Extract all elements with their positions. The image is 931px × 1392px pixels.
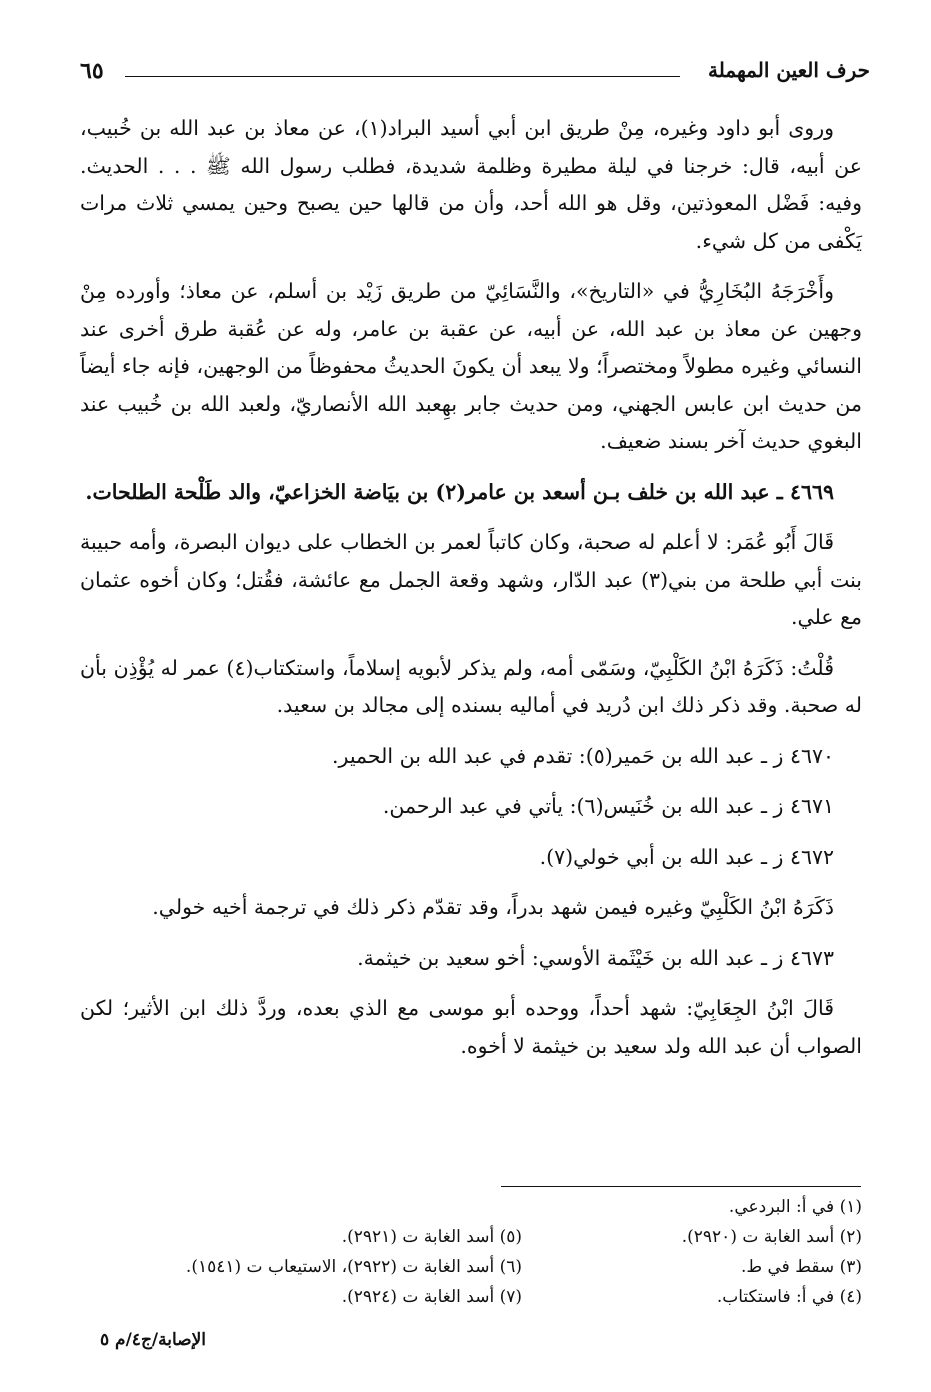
paragraph: وأَخْرَجَهُ البُخَارِيُّ في «التاريخ»، والنَّسَائِيّ من طريق زَيْد بن أسلم، عن معاذ؛ وأورده مِنْ وجهين عن معاذ بن عبد الله، عن أبيه، عن عقبة بن عامر، وله عن عُقبة طرق أخرى عند النسائي وغيره مطولاً ومختصراً؛ ولا يبعد أن يكونَ الحديثُ محفوظاً من الوجهين، فإنه جاء أيضاً من حديث ابن عابس الجهني، ومن حديث جابر بهِعبد الله الأنصاريّ، ولعبد الله بن خُبيب عند البغوي حديث آخر بسند ضعيف. [80,279,862,453]
footnote: (٧) أسد الغابة ت (٢٩٢٤). [341,1287,522,1307]
footnote-separator [501,1186,861,1187]
paragraph: قَالَ أَبُو عُمَر: لا أعلم له صحبة، وكان كاتباً لعمر بن الخطاب على ديوان البصرة، وأمه حبيبة بنت أبي طلحة من بني(٣) عبد الدّار، وشهد وقعة الجمل مع عائشة، فقُتل؛ وكان أخوه عثمان مع علي. [80,530,862,629]
footnote: (٤) في أ: فاستكتاب. [716,1287,862,1307]
entry-line: ٤٦٧٣ ز ـ عبد الله بن خَيْثَمة الأوسي: أخو سعيد بن خيثمة. [357,945,834,970]
paragraph: قُلْتُ: ذَكَرَهُ ابْنُ الكَلْبِيّ، وسَمّى أمه، ولم يذكر لأبويه إسلاماً، واستكتاب(٤) عمر له يُؤْذِن بأن له صحبة. وقد ذكر ذلك ابن دُريد في أماليه بسنده إلى مجالد بن سعيد. [80,655,862,717]
paragraph: قَالَ ابْنُ الجِعَابِيّ: شهد أحداً، ووحده أبو موسى مع الذي بعده، وردَّ ذلك ابن الأثير؛ لكن الصواب أن عبد الله ولد سعيد بن خيثمة لا أخوه. [80,996,862,1058]
main-text [80,110,862,1078]
footnote: (٥) أسد الغابة ت (٢٩٢١). [341,1227,522,1247]
footnotes-left-column [80,1222,522,1312]
entry-line: ٤٦٧٢ ز ـ عبد الله بن أبي خولي(٧). [539,844,834,869]
footnote: (٢) أسد الغابة ت (٢٩٢٠). [681,1227,862,1247]
volume-signature: الإصابة/ج٤/م ٥ [100,1330,206,1350]
footnotes-right-column [562,1192,862,1312]
footnote: (٦) أسد الغابة ت (٢٩٢٢)، الاستيعاب ت (١٥٤١). [185,1257,522,1277]
entry-heading: ٤٦٦٩ ـ عبد الله بن خلف بـن أسعد بن عامر(٢) بن بيَاضة الخزاعيّ، والد طَلْحة الطلحات. [85,479,834,504]
page-number: ٦٥ [80,58,104,84]
running-header [80,58,870,94]
paragraph: ذَكَرَهُ ابْنُ الكَلْبِيّ وغيره فيمن شهد بدراً، وقد تقدّم ذكر ذلك في ترجمة أخيه خولي. [152,895,834,919]
footnote: (٣) سقط في ط. [740,1257,862,1277]
entry-line: ٤٦٧١ ز ـ عبد الله بن خُنَيس(٦): يأتي في عبد الرحمن. [382,794,834,818]
chapter-title: حرف العين المهملة [708,58,870,82]
entry-line: ٤٦٧٠ ز ـ عبد الله بن حَمير(٥): تقدم في عبد الله بن الحمير. [332,743,834,768]
paragraph: وروى أبو داود وغيره، مِنْ طريق ابن أبي أسيد البراد(١)، عن معاذ بن عبد الله بن خُبيب، عن أبيه، قال: خرجنا في ليلة مطيرة وظلمة شديدة، فطلب رسول الله ﷺ . . . الحديث. وفيه: فَضْل المعوذتين، وقل هو الله أحد، وأن من قالها حين يصبح وحين يمسي ثلاث مرات يَكْفى من كل شيء. [80,116,862,253]
footnote: (١) في أ: البردعي. [728,1197,862,1217]
header-rule [125,76,680,77]
